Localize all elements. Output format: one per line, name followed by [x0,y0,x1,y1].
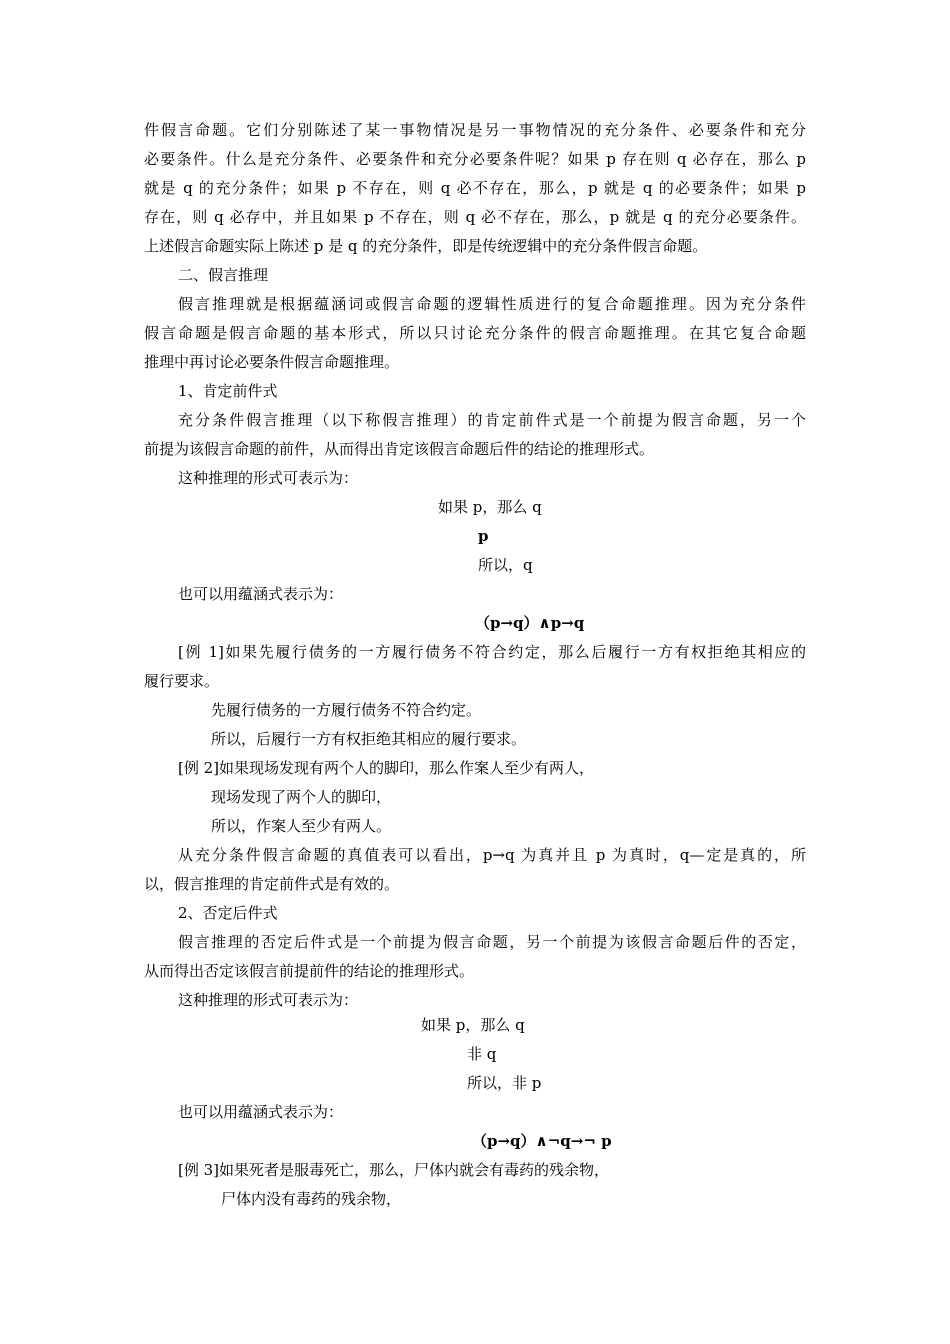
paragraph-line: 这种推理的形式可表示为： [178,991,359,1009]
formula-line: 如果 p，那么 q [421,1016,525,1034]
formula-line: 如果 p，那么 q [438,498,542,516]
example-line: [例 1]如果先履行债务的一方履行债务不符合约定，那么后履行一方有权拒绝其相应的 [178,643,806,661]
formula-line: （p→q）∧¬q→¬ p [472,1132,612,1150]
paragraph-line: 也可以用蕴涵式表示为： [178,1103,344,1121]
example-line: [例 3]如果死者是服毒死亡，那么，尸体内就会有毒药的残余物， [178,1161,610,1179]
paragraph-line: 前提为该假言命题的前件，从而得出肯定该假言命题后件的结论的推理形式。 [144,440,655,458]
paragraph-line: 存在，则 q 必存中，并且如果 p 不存在，则 q 必不存在，那么，p 就是 q 的充分必要条件。 [144,208,806,226]
paragraph-line: 也可以用蕴涵式表示为： [178,585,344,603]
example-line: 现场发现了两个人的脚印， [211,788,392,806]
paragraph-line: 就是 q 的充分条件；如果 p 不存在，则 q 必不存在，那么，p 就是 q 的必要条件；如果 p [144,179,806,197]
example-line: 履行要求。 [144,672,220,690]
paragraph-line: 假言推理就是根据蕴涵词或假言命题的逻辑性质进行的复合命题推理。因为充分条件 [178,295,806,313]
formula-line: 非 q [467,1045,497,1063]
example-line: 尸体内没有毒药的残余物， [221,1190,402,1208]
paragraph-line: 件假言命题。它们分别陈述了某一事物情况是另一事物情况的充分条件、必要条件和充分 [144,121,806,139]
paragraph-line: 从充分条件假言命题的真值表可以看出，p→q 为真并且 p 为真时，q—定是真的，所 [178,846,806,864]
example-line: 所以，作案人至少有两人。 [211,817,392,835]
formula-line: （p→q）∧p→q [475,614,585,632]
subsection-heading: 1、肯定前件式 [178,382,278,400]
formula-line: 所以，非 p [467,1074,542,1092]
example-line: [例 2]如果现场发现有两个人的脚印，那么作案人至少有两人， [178,759,595,777]
example-line: 先履行债务的一方履行债务不符合约定。 [211,701,482,719]
example-line: 所以，后履行一方有权拒绝其相应的履行要求。 [211,730,527,748]
formula-line: 所以，q [478,556,533,574]
paragraph-line: 假言命题是假言命题的基本形式，所以只讨论充分条件的假言命题推理。在其它复合命题 [144,324,806,342]
formula-line: p [478,527,489,545]
paragraph-line: 从而得出否定该假言前提前件的结论的推理形式。 [144,962,475,980]
subsection-heading: 2、否定后件式 [178,904,278,922]
paragraph-line: 推理中再讨论必要条件假言命题推理。 [144,353,400,371]
paragraph-line: 以，假言推理的肯定前件式是有效的。 [144,875,400,893]
section-heading: 二、假言推理 [178,266,269,284]
paragraph-line: 假言推理的否定后件式是一个前提为假言命题，另一个前提为该假言命题后件的否定， [178,933,806,951]
paragraph-line: 充分条件假言推理（以下称假言推理）的肯定前件式是一个前提为假言命题，另一个 [178,411,806,429]
paragraph-line: 这种推理的形式可表示为： [178,469,359,487]
paragraph-line: 上述假言命题实际上陈述 p 是 q 的充分条件，即是传统逻辑中的充分条件假言命题。 [144,237,708,255]
paragraph-line: 必要条件。什么是充分条件、必要条件和充分必要条件呢？如果 p 存在则 q 必存在，那么 p [144,150,806,168]
